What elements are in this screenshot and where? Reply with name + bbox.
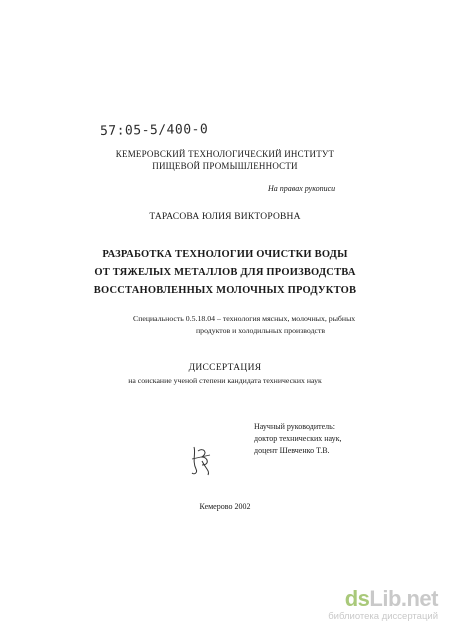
specialty-block (133, 313, 373, 337)
city-and-year: Кемерово 2002 (199, 502, 251, 511)
author-name: ТАРАСОВА ЮЛИЯ ВИКТОРОВНА (149, 212, 301, 222)
specialty-line1: Специальность 0.5.18.04 – технология мясных, молочных, рыбных (133, 314, 356, 323)
manuscript-rights-note: На правах рукописи (268, 184, 336, 193)
thesis-title-line3: ВОССТАНОВЛЕННЫХ МОЛОЧНЫХ ПРОДУКТОВ (93, 285, 357, 296)
handwritten-archive-number: 57:05-5/400-0 (99, 122, 209, 139)
thesis-title-line1: РАЗРАБОТКА ТЕХНОЛОГИИ ОЧИСТКИ ВОДЫ (102, 249, 348, 260)
specialty-line2: продуктов и холодильных производств (196, 326, 326, 335)
supervisor-degree: доктор технических наук, (254, 434, 342, 443)
supervisor-block (254, 421, 342, 457)
handwritten-signature (188, 443, 216, 477)
supervisor-heading: Научный руководитель: (254, 422, 336, 431)
dissertation-purpose: на соискание ученой степени кандидата технических наук (128, 376, 322, 385)
watermark-brand-suffix: Lib.net (369, 586, 438, 611)
dissertation-label: ДИССЕРТАЦИЯ (188, 363, 262, 373)
dslib-watermark (320, 586, 438, 626)
watermark-logo (345, 586, 438, 612)
watermark-tagline: библиотека диссертаций (328, 611, 438, 622)
watermark-brand-prefix: ds (344, 586, 370, 611)
supervisor-name: доцент Шевченко Т.В. (254, 446, 330, 455)
institute-name-line2: ПИЩЕВОЙ ПРОМЫШЛЕННОСТИ (152, 161, 298, 171)
institute-name-line1: КЕМЕРОВСКИЙ ТЕХНОЛОГИЧЕСКИЙ ИНСТИТУТ (115, 149, 335, 159)
thesis-title-line2: ОТ ТЯЖЕЛЫХ МЕТАЛЛОВ ДЛЯ ПРОИЗВОДСТВА (94, 267, 356, 278)
